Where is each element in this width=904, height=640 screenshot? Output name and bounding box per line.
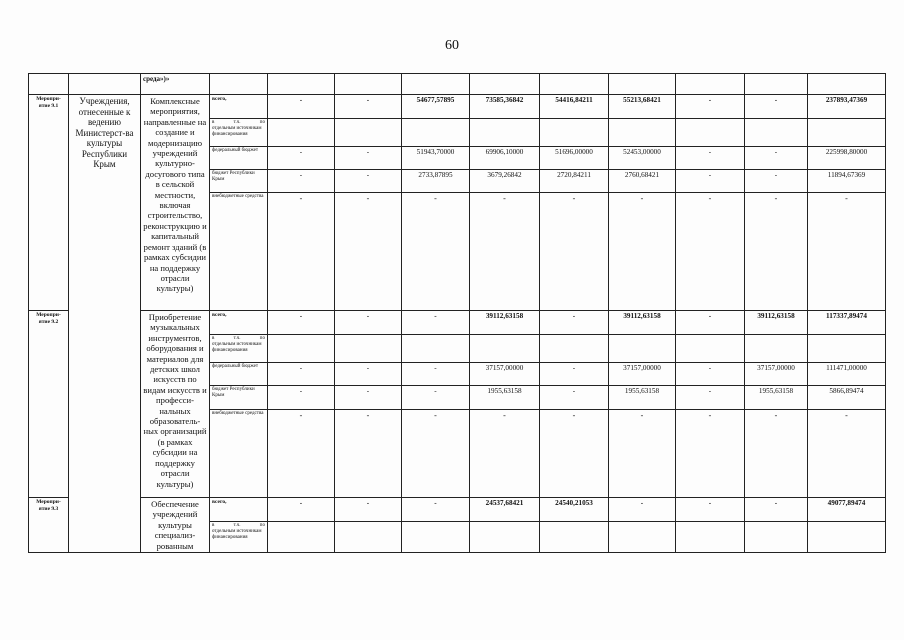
value-cell: 52453,00000: [609, 147, 676, 170]
value-cell: -: [335, 147, 402, 170]
value-cell: -: [609, 193, 676, 311]
value-cell: -: [268, 386, 335, 410]
source-incl: в т.ч. по отдельным источникам финансирования: [210, 522, 268, 553]
source-total: всего,: [210, 95, 268, 119]
value-cell: -: [402, 410, 470, 498]
value-cell: 2760,68421: [609, 170, 676, 193]
value-cell: 37157,00000: [609, 363, 676, 386]
value-cell: 55213,68421: [609, 95, 676, 119]
source-republic: бюджет Республики Крым: [210, 386, 268, 410]
value-cell: 117337,89474: [808, 311, 886, 335]
value-cell: -: [676, 386, 745, 410]
value-cell: -: [745, 170, 808, 193]
value-cell: -: [268, 498, 335, 522]
value-cell: -: [402, 386, 470, 410]
value-cell: 51696,00000: [540, 147, 609, 170]
value-cell: 5866,89474: [808, 386, 886, 410]
value-cell: -: [335, 193, 402, 311]
value-cell: -: [268, 193, 335, 311]
value-cell: 11894,67369: [808, 170, 886, 193]
value-cell: -: [470, 193, 540, 311]
value-cell: -: [335, 95, 402, 119]
value-cell: -: [676, 498, 745, 522]
value-cell: -: [745, 193, 808, 311]
table-row: [29, 498, 886, 522]
value-cell: -: [676, 311, 745, 335]
value-cell: 54416,84211: [540, 95, 609, 119]
value-cell: 37157,00000: [745, 363, 808, 386]
source-federal: федеральный бюджет: [210, 147, 268, 170]
value-cell: -: [540, 410, 609, 498]
value-cell: -: [335, 410, 402, 498]
value-cell: 1955,63158: [609, 386, 676, 410]
value-cell: -: [808, 193, 886, 311]
value-cell: -: [335, 311, 402, 335]
value-cell: -: [268, 410, 335, 498]
value-cell: -: [676, 95, 745, 119]
source-incl: в т.ч. по отдельным источникам финансирования: [210, 119, 268, 147]
value-cell: -: [470, 410, 540, 498]
value-cell: -: [676, 363, 745, 386]
source-total: всего,: [210, 311, 268, 335]
value-cell: 39112,63158: [470, 311, 540, 335]
measure-code: Меропри-ятие 9.3: [29, 498, 69, 553]
value-cell: -: [335, 170, 402, 193]
table-row: [29, 95, 886, 119]
value-cell: 24540,21053: [540, 498, 609, 522]
value-cell: -: [609, 498, 676, 522]
value-cell: 39112,63158: [745, 311, 808, 335]
value-cell: 24537,68421: [470, 498, 540, 522]
value-cell: -: [402, 498, 470, 522]
measure-name: Обеспечение учреждений культуры специализ-рованным: [141, 498, 210, 553]
value-cell: 237893,47369: [808, 95, 886, 119]
value-cell: -: [676, 410, 745, 498]
value-cell: -: [540, 311, 609, 335]
source-extra: внебюджетные средства: [210, 193, 268, 311]
value-cell: -: [268, 170, 335, 193]
source-incl: в т.ч. по отдельным источникам финансирования: [210, 335, 268, 363]
value-cell: 3679,26842: [470, 170, 540, 193]
value-cell: -: [335, 386, 402, 410]
source-extra: внебюджетные средства: [210, 410, 268, 498]
value-cell: 2733,87895: [402, 170, 470, 193]
value-cell: 51943,70000: [402, 147, 470, 170]
table-row: [29, 74, 886, 95]
value-cell: 1955,63158: [470, 386, 540, 410]
value-cell: -: [335, 363, 402, 386]
source-federal: федеральный бюджет: [210, 363, 268, 386]
value-cell: -: [808, 410, 886, 498]
source-republic: бюджет Республики Крым: [210, 170, 268, 193]
value-cell: -: [745, 498, 808, 522]
page-number: 60: [445, 38, 459, 53]
value-cell: -: [268, 147, 335, 170]
value-cell: 225998,80000: [808, 147, 886, 170]
value-cell: 1955,63158: [745, 386, 808, 410]
value-cell: -: [745, 95, 808, 119]
value-cell: 111471,00000: [808, 363, 886, 386]
value-cell: -: [609, 410, 676, 498]
measure-name: Комплексные мероприятия, направленные на создание и модернизацию учреждений культурно-досугового типа в сельской местности, включая строительство, реконструкцию и капитальный ремонт зданий (в рамках субсидии на поддержку отрасли культуры): [141, 95, 210, 311]
value-cell: -: [540, 363, 609, 386]
value-cell: -: [402, 193, 470, 311]
measure-code: Меропри-ятие 9.2: [29, 311, 69, 498]
value-cell: -: [335, 498, 402, 522]
header-tail: среда»)»: [141, 74, 210, 95]
executor-cell: Учреждения, отнесенные к ведению Министерст-ва культуры Республики Крым: [69, 95, 141, 553]
value-cell: 2720,84211: [540, 170, 609, 193]
value-cell: -: [402, 363, 470, 386]
budget-table: [28, 73, 886, 553]
value-cell: -: [676, 147, 745, 170]
measure-code: Меропри-ятие 9.1: [29, 95, 69, 311]
value-cell: -: [745, 410, 808, 498]
value-cell: 39112,63158: [609, 311, 676, 335]
value-cell: 69906,10000: [470, 147, 540, 170]
value-cell: -: [268, 311, 335, 335]
value-cell: -: [268, 95, 335, 119]
value-cell: 73585,36842: [470, 95, 540, 119]
value-cell: 37157,00000: [470, 363, 540, 386]
value-cell: -: [745, 147, 808, 170]
source-total: всего,: [210, 498, 268, 522]
value-cell: 49077,89474: [808, 498, 886, 522]
value-cell: -: [676, 170, 745, 193]
table-row: [29, 311, 886, 335]
value-cell: -: [268, 363, 335, 386]
value-cell: -: [676, 193, 745, 311]
value-cell: -: [402, 311, 470, 335]
value-cell: -: [540, 193, 609, 311]
measure-name: Приобретение музыкальных инструментов, оборудования и материалов для детских школ искусств по видам искусств и професси-нальных образователь-ных организаций (в рамках субсидии на поддержку отрасли культуры): [141, 311, 210, 498]
value-cell: -: [540, 386, 609, 410]
value-cell: 54677,57895: [402, 95, 470, 119]
